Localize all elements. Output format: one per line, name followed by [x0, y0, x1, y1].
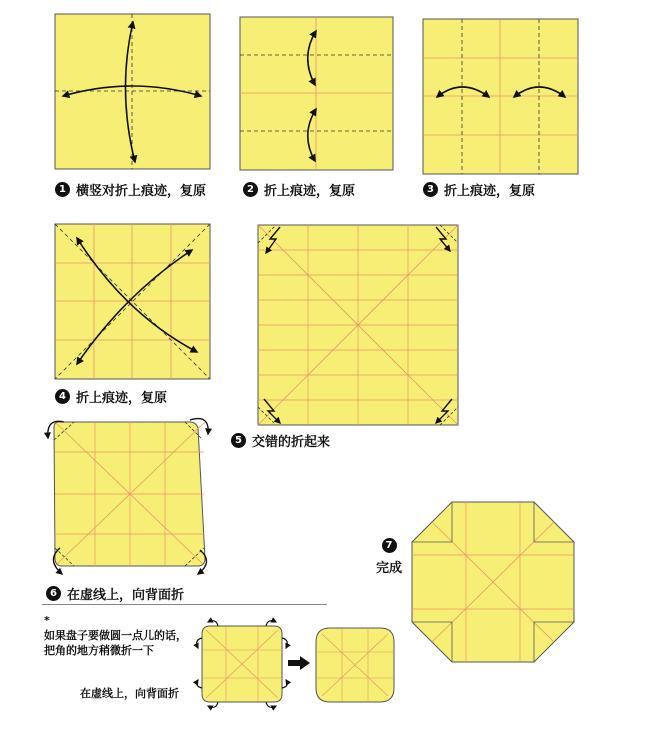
note-line-2: 把角的地方稍微折一下 [44, 644, 154, 657]
step-6-caption [46, 584, 184, 603]
rounded-corner-note [44, 613, 187, 658]
step-text: 折上痕迹，复原 [264, 184, 356, 199]
right-arrow-icon [288, 656, 310, 670]
step-number-badge: 1 [55, 182, 70, 197]
step-number-badge: 4 [55, 389, 70, 404]
step-7-label [376, 538, 402, 576]
step-6-diagram [40, 410, 220, 580]
note-star: * [44, 614, 50, 627]
step-text: 完成 [376, 561, 403, 576]
step-text: 横竖对折上痕迹，复原 [76, 184, 207, 199]
step-number-badge: 7 [382, 538, 397, 553]
section-divider [42, 604, 327, 605]
step-7-diagram [412, 502, 574, 662]
note-line-1: 如果盘子要做圆一点儿的话， [44, 629, 187, 642]
step-3-diagram [423, 19, 578, 174]
step-5-diagram [258, 225, 458, 425]
variant-fold-diagram [196, 618, 288, 710]
variant-result-diagram [314, 626, 396, 704]
step-4-caption [55, 387, 167, 406]
step-1-diagram [55, 14, 210, 169]
step-text: 折上痕迹，复原 [76, 391, 168, 406]
step-text: 交错的折起来 [252, 435, 331, 450]
variant-caption: 在虚线上，向背面折 [80, 687, 179, 700]
step-2-caption [243, 180, 355, 199]
step-number-badge: 3 [423, 182, 438, 197]
step-text: 折上痕迹，复原 [444, 184, 536, 199]
step-text: 在虚线上，向背面折 [67, 588, 185, 603]
step-number-badge: 6 [46, 586, 61, 601]
step-1-caption [55, 180, 206, 199]
step-2-diagram [240, 17, 393, 170]
step-5-caption [231, 431, 330, 450]
step-number-badge: 5 [231, 433, 246, 448]
step-number-badge: 2 [243, 182, 258, 197]
step-4-diagram [55, 224, 210, 379]
step-3-caption [423, 180, 535, 199]
